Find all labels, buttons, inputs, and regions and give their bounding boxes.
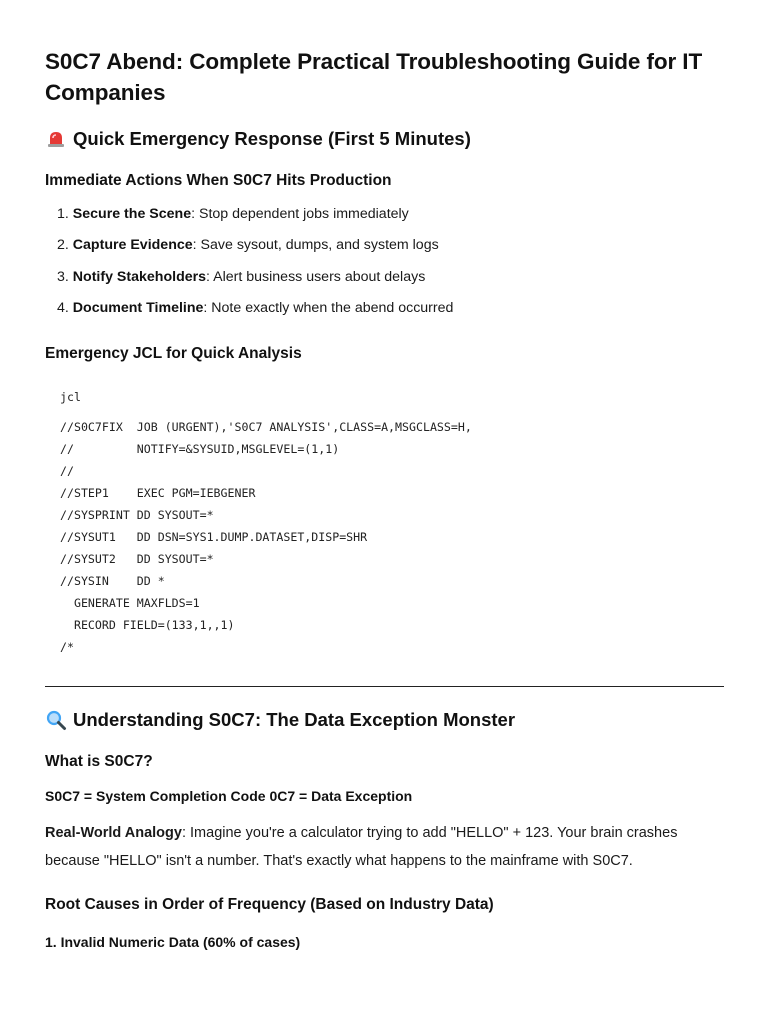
analogy-paragraph (45, 819, 677, 875)
siren-icon (45, 128, 67, 150)
page-title-text: S0C7 Abend: Complete Practical Troubleshooting Guide for IT Companies (45, 49, 703, 105)
code-language-label: jcl (60, 390, 81, 404)
magnifying-glass-icon (45, 709, 67, 731)
section-heading-emergency (45, 127, 471, 151)
subheading-emergency-jcl: Emergency JCL for Quick Analysis (45, 345, 302, 362)
list-item-text: : Alert business users about delays (206, 269, 426, 285)
list-item-label: Document Timeline (72, 300, 204, 316)
definition-line: S0C7 = System Completion Code 0C7 = Data Exception (45, 788, 413, 804)
subheading-what-is: What is S0C7? (45, 753, 153, 770)
subheading-immediate-actions: Immediate Actions When S0C7 Hits Production (45, 172, 392, 189)
analogy-text-line1: : Imagine you're a calculator trying to add "HELLO" + 123. Your brain crashes (181, 825, 678, 841)
list-item-text: : Stop dependent jobs immediately (191, 206, 409, 222)
list-item-label: Notify Stakeholders (72, 269, 207, 285)
list-item: 2. Capture Evidence: Save sysout, dumps, and system logs (57, 237, 439, 253)
code-block: //S0C7FIX JOB (URGENT),'S0C7 ANALYSIS',CLASS=A,MSGCLASS=H, // NOTIFY=&SYSUID,MSGLEVEL=(1,1) // //STEP1 EXEC PGM=IEBGENER //SYSPRINT DD SYSOUT=* //SYSUT1 DD DSN=SYS1.DUMP.DATASET,DISP=SHR //SYSUT2 DD SYSOUT=* //SYSIN DD * GENERATE MAXFLDS=1 RECORD FIELD=(133,1,,1) /* (60, 420, 472, 654)
section-heading-text: Quick Emergency Response (First 5 Minutes) (73, 128, 471, 149)
section-heading-understanding (45, 708, 515, 732)
horizontal-divider (45, 686, 724, 687)
list-item-label: Secure the Scene (72, 206, 192, 222)
list-item: 4. Document Timeline: Note exactly when the abend occurred (57, 300, 454, 316)
list-item-text: : Note exactly when the abend occurred (203, 300, 454, 316)
list-item: 3. Notify Stakeholders: Alert business users about delays (57, 269, 426, 285)
page-title (45, 46, 735, 108)
list-item: 1. Secure the Scene: Stop dependent jobs immediately (57, 206, 409, 222)
list-item-label: Capture Evidence (72, 237, 193, 253)
analogy-text-line2: because "HELLO" isn't a number. That's exactly what happens to the mainframe with S0C7. (45, 853, 633, 869)
analogy-label: Real-World Analogy (45, 825, 182, 841)
section-heading-text: Understanding S0C7: The Data Exception Monster (73, 709, 516, 730)
cause-heading: 1. Invalid Numeric Data (60% of cases) (45, 934, 301, 950)
list-item-text: : Save sysout, dumps, and system logs (192, 237, 439, 253)
subheading-root-causes: Root Causes in Order of Frequency (Based on Industry Data) (45, 896, 494, 913)
